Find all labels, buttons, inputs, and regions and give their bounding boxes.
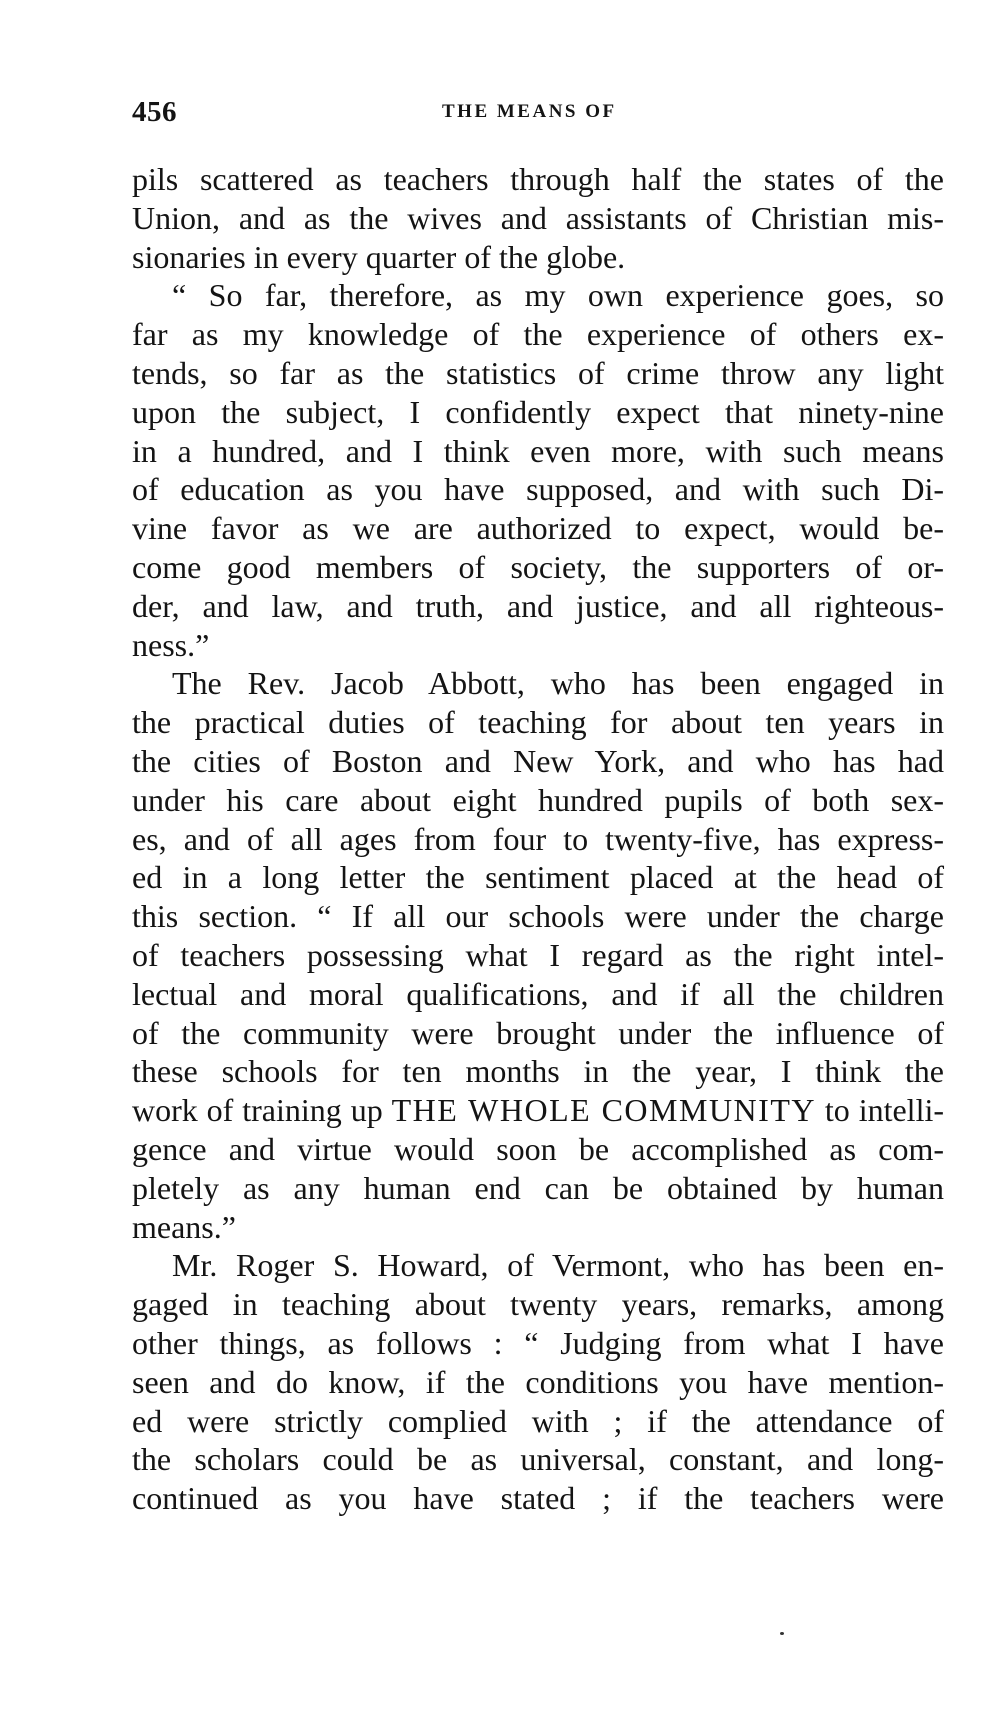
running-head: THE MEANS OF bbox=[442, 101, 617, 122]
text-line: this section. “ If all our schools were under the charge bbox=[132, 898, 944, 935]
text-segment: to intelli- bbox=[815, 1092, 944, 1129]
text-line: ed in a long letter the sentiment placed at the head of bbox=[132, 859, 944, 896]
text-line: continued as you have stated ; if the teachers were bbox=[132, 1480, 944, 1517]
text-line: der, and law, and truth, and justice, and all righteous- bbox=[132, 587, 944, 624]
text-line: ed were strictly complied with ; if the attendance of bbox=[132, 1402, 944, 1439]
page-header bbox=[132, 96, 944, 136]
text-line: the cities of Boston and New York, and who has had bbox=[132, 742, 944, 779]
text-line: of education as you have supposed, and with such Di- bbox=[132, 471, 944, 508]
text-line: “ So far, therefore, as my own experience goes, so bbox=[172, 277, 944, 314]
text-line: under his care about eight hundred pupils of both sex- bbox=[132, 781, 944, 818]
text-line: upon the subject, I confidently expect that ninety-nine bbox=[132, 393, 944, 430]
text-line: in a hundred, and I think even more, with such means bbox=[132, 432, 944, 469]
text-line: of the community were brought under the influence of bbox=[132, 1014, 944, 1051]
text-segment: work of training up bbox=[132, 1092, 392, 1129]
text-line: these schools for ten months in the year, I think the bbox=[132, 1053, 944, 1090]
text-line: Mr. Roger S. Howard, of Vermont, who has been en- bbox=[172, 1247, 944, 1284]
text-line: sionaries in every quarter of the globe. bbox=[132, 238, 626, 275]
text-line: the scholars could be as universal, constant, and long- bbox=[132, 1441, 944, 1478]
text-line: pletely as any human end can be obtained by human bbox=[132, 1169, 944, 1206]
ink-speck bbox=[780, 1632, 784, 1635]
text-line: means.” bbox=[132, 1208, 236, 1245]
text-line: the practical duties of teaching for about ten years in bbox=[132, 704, 944, 741]
text-line: es, and of all ages from four to twenty-five, has express- bbox=[132, 820, 944, 857]
small-caps-phrase: THE WHOLE COMMUNITY bbox=[391, 1092, 816, 1129]
body-text bbox=[132, 160, 944, 1518]
text-line: Union, and as the wives and assistants of Christian mis- bbox=[132, 199, 944, 236]
text-line: tends, so far as the statistics of crime throw any light bbox=[132, 354, 944, 391]
text-line bbox=[132, 1091, 944, 1130]
text-line: vine favor as we are authorized to expect, would be- bbox=[132, 510, 944, 547]
page-number: 456 bbox=[132, 96, 177, 128]
text-line: gaged in teaching about twenty years, remarks, among bbox=[132, 1286, 944, 1323]
text-line: ness.” bbox=[132, 626, 210, 663]
text-line: gence and virtue would soon be accomplished as com- bbox=[132, 1130, 944, 1167]
text-line: far as my knowledge of the experience of others ex- bbox=[132, 316, 944, 353]
text-line: come good members of society, the supporters of or- bbox=[132, 548, 944, 585]
text-line: lectual and moral qualifications, and if all the children bbox=[132, 975, 944, 1012]
text-line: seen and do know, if the conditions you have mention- bbox=[132, 1363, 944, 1400]
text-line: pils scattered as teachers through half the states of the bbox=[132, 161, 944, 197]
text-line: other things, as follows : “ Judging from what I have bbox=[132, 1324, 944, 1361]
text-line: of teachers possessing what I regard as the right intel- bbox=[132, 936, 944, 973]
text-line: The Rev. Jacob Abbott, who has been engaged in bbox=[172, 665, 944, 702]
